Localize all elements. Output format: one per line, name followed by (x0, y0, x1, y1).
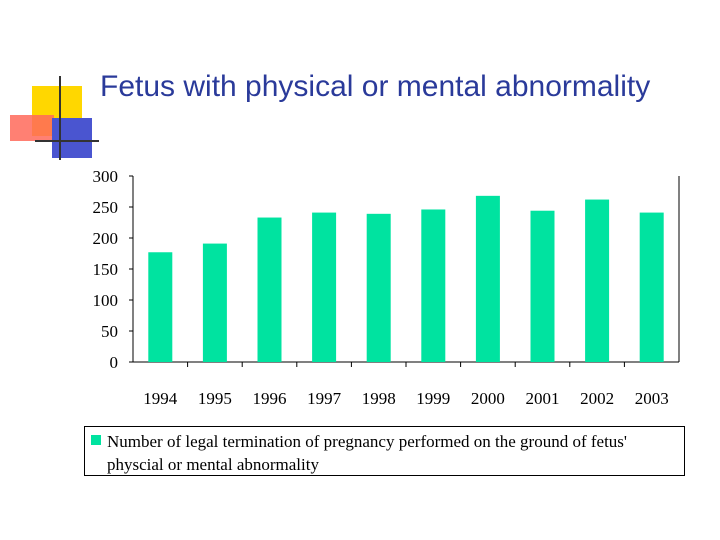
bar (312, 213, 336, 362)
x-tick-label: 1999 (416, 389, 451, 408)
y-tick-label: 50 (101, 322, 118, 341)
bar (476, 196, 500, 362)
legend-label: Number of legal termination of pregnancy performed on the ground of fetus' physcial or mental abnormality (107, 432, 627, 474)
x-tick-label: 1996 (252, 389, 287, 408)
x-tick-label: 1994 (143, 389, 178, 408)
y-tick-label: 100 (92, 291, 118, 310)
legend (84, 426, 685, 476)
bar (640, 213, 664, 362)
bar (421, 209, 445, 362)
x-tick-label: 1997 (307, 389, 342, 408)
y-tick-label: 300 (92, 167, 118, 186)
x-tick-label: 2000 (470, 389, 505, 408)
bar (203, 244, 227, 362)
x-tick-label: 2001 (525, 389, 560, 408)
bar (258, 218, 282, 362)
x-tick-label: 2002 (580, 389, 615, 408)
x-tick-label: 2003 (634, 389, 669, 408)
legend-swatch (91, 435, 101, 445)
x-tick-label: 1995 (197, 389, 232, 408)
bar (585, 200, 609, 362)
y-tick-label: 250 (92, 198, 118, 217)
y-tick-label: 200 (92, 229, 118, 248)
y-tick-label: 0 (109, 353, 118, 372)
x-tick-label: 1998 (361, 389, 396, 408)
bar (531, 211, 555, 362)
bar (367, 214, 391, 362)
bar (148, 252, 172, 362)
slide-title: Fetus with physical or mental abnormality (100, 70, 651, 103)
y-tick-label: 150 (92, 260, 118, 279)
